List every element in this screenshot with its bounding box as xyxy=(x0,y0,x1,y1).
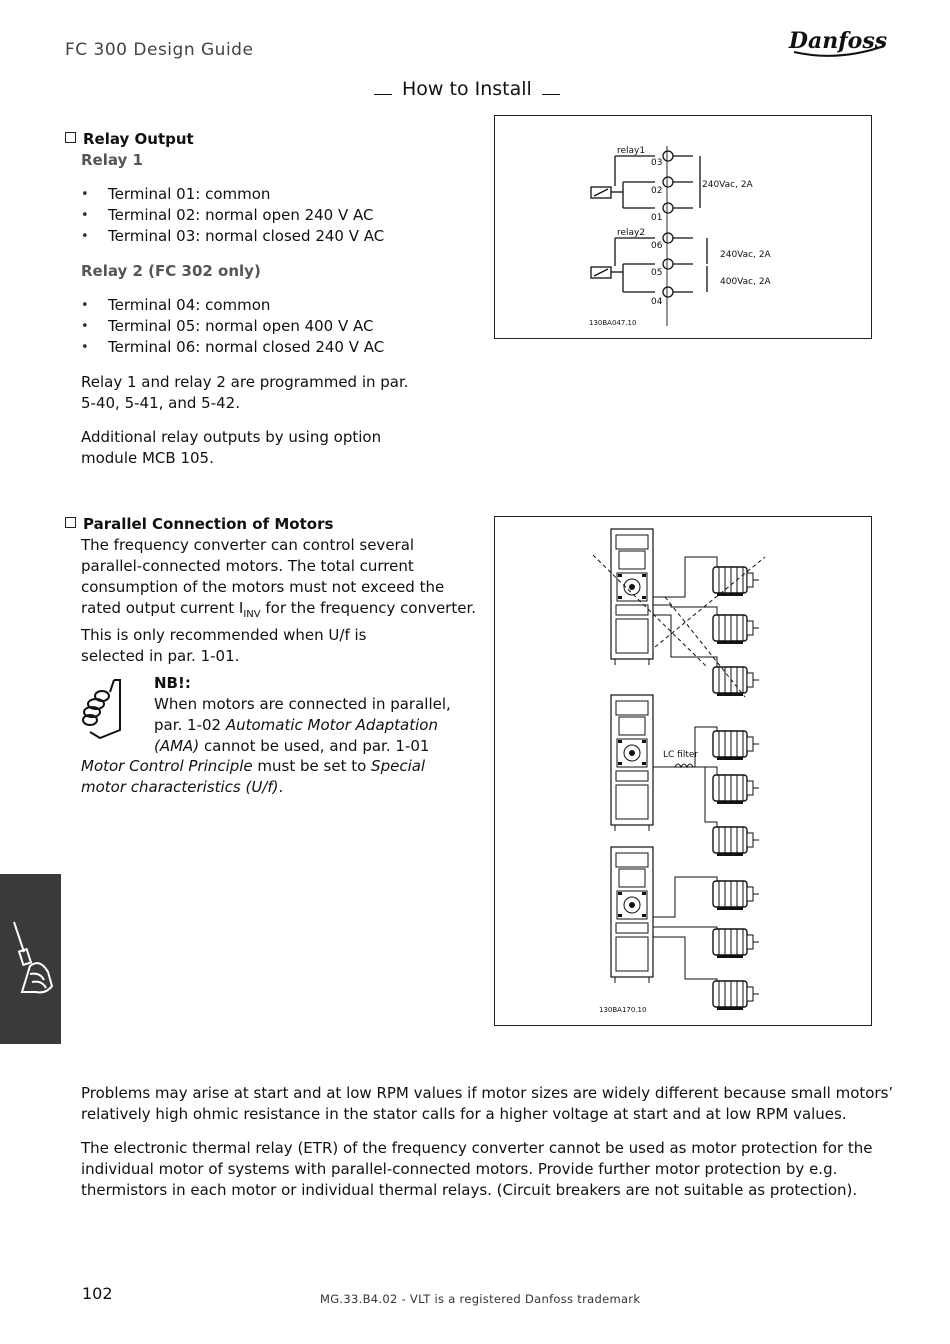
lc-filter-label: LC filter xyxy=(663,750,699,760)
list-item: • Terminal 01: common xyxy=(81,184,384,205)
list-item: • Terminal 06: normal closed 240 V AC xyxy=(81,337,384,358)
relay1-list xyxy=(81,184,384,247)
relay2-label: Relay 2 (FC 302 only) xyxy=(81,262,261,280)
footer-reference: MG.33.B4.02 - VLT is a registered Danfoss trademark xyxy=(320,1292,641,1306)
figure-code: 130BA170.10 xyxy=(599,1006,647,1014)
document-title: FC 300 Design Guide xyxy=(65,40,254,60)
figure-code: 130BA047.10 xyxy=(589,319,637,327)
page-number: 102 xyxy=(82,1284,113,1303)
list-item: • Terminal 02: normal open 240 V AC xyxy=(81,205,384,226)
hand-note-icon xyxy=(80,676,128,740)
logo-text: Danfoss xyxy=(788,28,888,54)
relay-programming-paragraph: Relay 1 and relay 2 are programmed in par. 5-40, 5-41, and 5-42. xyxy=(81,373,409,412)
rating-relay2-no: 400Vac, 2A xyxy=(720,277,771,287)
relay-output-heading: Relay Output xyxy=(65,129,194,150)
list-item: • Terminal 04: common xyxy=(81,295,384,316)
list-item: • Terminal 05: normal open 400 V AC xyxy=(81,316,384,337)
section-title-text: How to Install xyxy=(402,78,532,100)
relay-option-paragraph: Additional relay outputs by using option module MCB 105. xyxy=(81,428,382,467)
checkbox-square-icon xyxy=(65,517,76,528)
label-relay1: relay1 xyxy=(617,146,646,156)
screwdriver-hand-icon xyxy=(0,874,61,1044)
motor-size-paragraph: Problems may arise at start and at low RPM values if motor sizes are widely different because small motors’ relatively high ohmic resistance in the stator calls for a higher voltage at start and at low RPM values. xyxy=(81,1084,894,1123)
terminal-01: 01 xyxy=(651,213,663,223)
relay2-list xyxy=(81,295,384,358)
note-block: NB!: When motors are connected in parallel, par. 1-02 Automatic Motor Adaptation (AMA) cannot be used, and par. 1-01 xyxy=(154,674,451,755)
parallel-paragraph: The frequency converter can control several parallel-connected motors. The total current consumption of the motors must not exceed the rated output current $I_{INV}$ for the frequency converter. This is only recommended when U/f is selected in par. 1-01. xyxy=(81,536,477,665)
title-dash-left xyxy=(374,94,392,95)
terminal-06: 06 xyxy=(651,241,663,251)
note-title: NB!: xyxy=(154,674,191,692)
terminal-04: 04 xyxy=(651,297,663,307)
relay1-label: Relay 1 xyxy=(81,151,143,169)
terminal-05: 05 xyxy=(651,268,663,278)
danfoss-logo xyxy=(788,22,888,62)
note-continuation: Motor Control Principle must be set to Special motor characteristics (U/f). xyxy=(81,757,426,796)
parallel-motors-diagram xyxy=(494,516,872,1026)
terminal-02: 02 xyxy=(651,186,663,196)
chapter-side-tab xyxy=(0,874,61,1044)
etr-paragraph: The electronic thermal relay (ETR) of the frequency converter cannot be used as motor protection for the individual motor of systems with parallel-connected motors. Provide further motor protection by e.g. thermistors in each motor or individual thermal relays. (Circuit breakers are not suitable as protection). xyxy=(81,1139,873,1199)
rating-relay1: 240Vac, 2A xyxy=(702,180,753,190)
section-title xyxy=(374,78,560,100)
parallel-heading: Parallel Connection of Motors xyxy=(65,514,333,535)
label-relay2: relay2 xyxy=(617,228,646,238)
relay-wiring-diagram xyxy=(494,115,872,339)
checkbox-square-icon xyxy=(65,132,76,143)
terminal-03: 03 xyxy=(651,158,663,168)
rating-relay2-nc: 240Vac, 2A xyxy=(720,250,771,260)
list-item: • Terminal 03: normal closed 240 V AC xyxy=(81,226,384,247)
title-dash-right xyxy=(542,94,560,95)
